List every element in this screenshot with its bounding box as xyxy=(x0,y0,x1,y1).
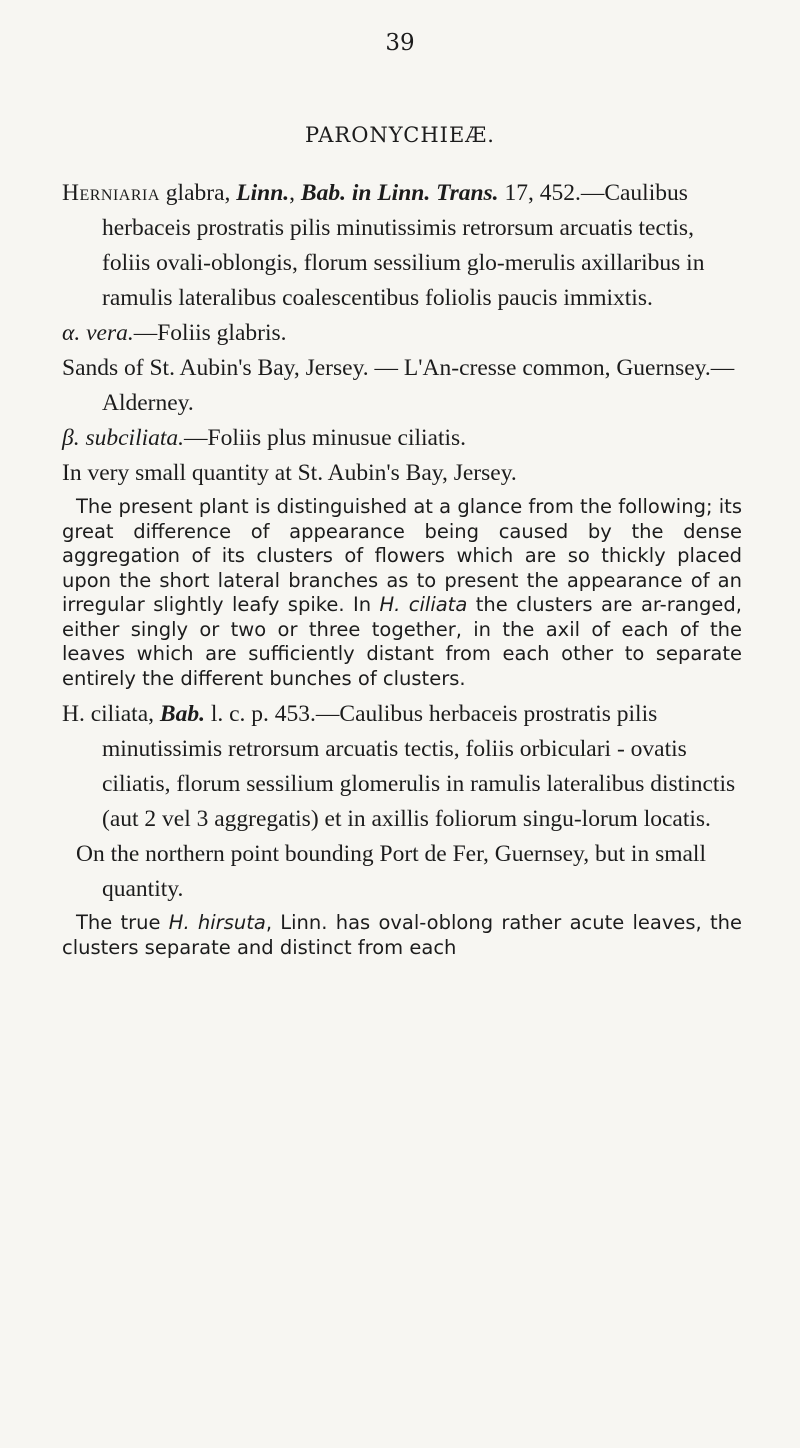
variety-b-locality: In very small quantity at St. Aubin's Bay, Jersey. xyxy=(62,460,517,486)
variety-a xyxy=(62,316,742,351)
variety-b-name: subciliata. xyxy=(85,425,185,451)
authority-bab: Bab. in Linn. Trans. xyxy=(300,180,499,206)
species-description: 17, 452.—Caulibus herbaceis prostratis pilis minutissimis retrorsum arcuatis tectis, foliis ovali-oblongis, florum sessilium glo-merulis axillaribus in ramulis lateralibus coalescentibus foliolis paucis immixtis. xyxy=(102,180,705,311)
variety-b-letter: β. xyxy=(62,425,86,451)
species-name-ciliata: H. ciliata, xyxy=(62,701,160,727)
page-content xyxy=(62,176,742,966)
authority-linn: Linn. xyxy=(236,180,290,206)
family-heading: PARONYCHIEÆ. xyxy=(305,123,495,147)
variety-b xyxy=(62,421,742,456)
note-paragraph-2 xyxy=(62,911,742,960)
species-name: glabra, xyxy=(159,180,237,206)
note-2-text-a: The true xyxy=(76,911,169,934)
species-entry-glabra xyxy=(62,176,742,316)
variety-a-locality: Sands of St. Aubin's Bay, Jersey. — L'An-cresse common, Guernsey.—Alderney. xyxy=(62,355,735,416)
species-description-ciliata: l. c. p. 453.—Caulibus herbaceis prostratis pilis minutissimis retrorsum arcuatis tectis, foliis orbiculari - ovatis ciliatis, florum sessilium glomerulis in ramulis lateralibus distinctis (aut 2 vel 3 aggregatis) et in axillis foliorum singu-lorum locatis. xyxy=(102,701,736,832)
genus-name: Herniaria xyxy=(62,180,160,206)
variety-b-description: —Foliis plus minusue ciliatis. xyxy=(184,425,467,451)
note-1-taxon: H. ciliata xyxy=(379,593,468,616)
note-2-text-b: , Linn. has oval-oblong rather acute leaves, the clusters separate and distinct from each xyxy=(62,911,743,959)
page-number: 39 xyxy=(385,30,415,56)
variety-a-name: vera. xyxy=(86,320,134,346)
ciliata-locality: On the northern point bounding Port de Fer, Guernsey, but in small quantity. xyxy=(76,841,706,902)
separator: , xyxy=(289,180,301,206)
variety-a-letter: α. xyxy=(62,320,87,346)
species-entry-ciliata xyxy=(62,697,742,837)
variety-a-description: —Foliis glabris. xyxy=(133,320,287,346)
note-2-taxon: H. hirsuta xyxy=(168,911,266,934)
note-1-text-a: The present plant is distinguished at a glance from the following; its great difference of appearance being caused by the dense aggregation of its clusters of flowers which are so thickly placed upon the short lateral branches as to present the appearance of an irregular slightly leafy spike. In xyxy=(62,495,742,616)
note-1-text-b: the clusters are ar-ranged, either singly or two or three together, in the axil of each of the leaves which are sufficiently distant from each other to separate entirely the different bunches of clusters. xyxy=(62,593,742,690)
authority-bab-2: Bab. xyxy=(159,701,205,727)
note-paragraph-1 xyxy=(62,495,742,691)
